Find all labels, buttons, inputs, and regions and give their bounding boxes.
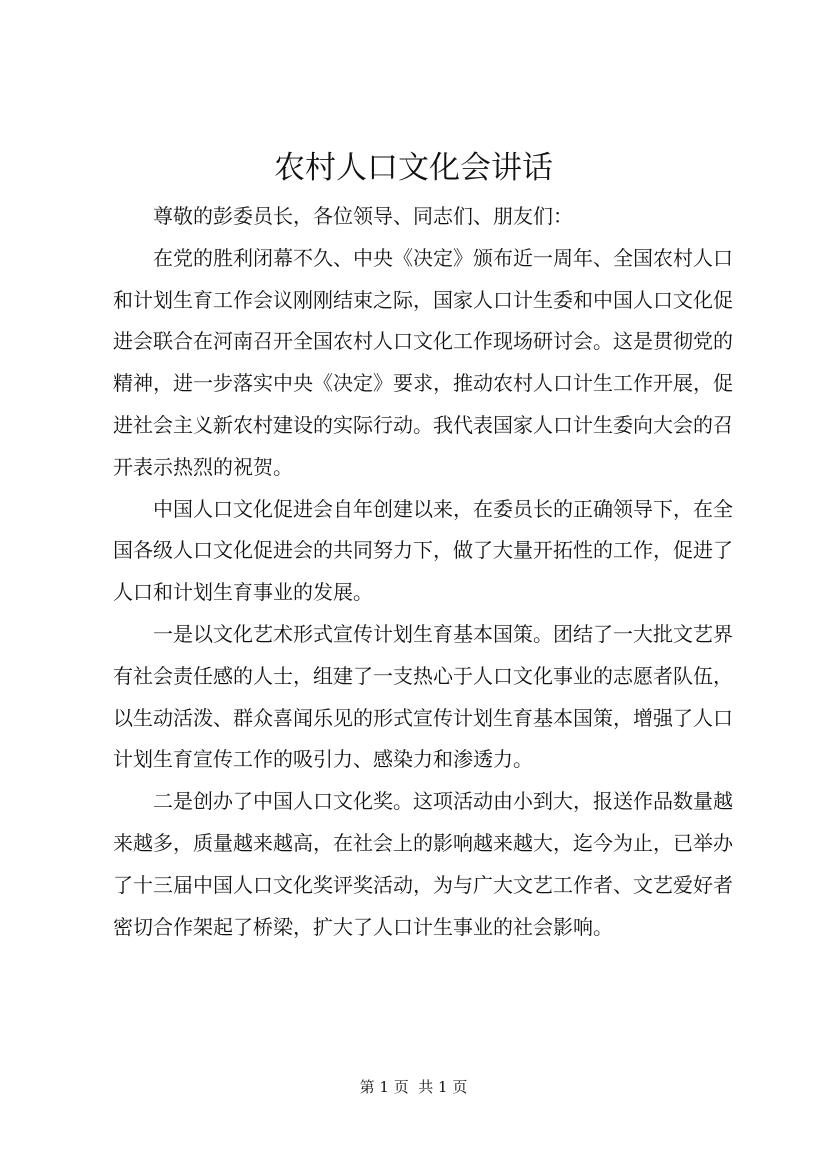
- paragraph-4: 二是创办了中国人口文化奖。这项活动由小到大，报送作品数量越来越多，质量越来越高，在社会上的影响越来越大，迄今为止，已举办了十三届中国人口文化奖评奖活动，为与广大文艺工作者、文艺爱好者密切合作架起了桥梁，扩大了人口计生事业的社会影响。: [113, 789, 733, 939]
- paragraph-salutation: 尊敬的彭委员长，各位领导、同志们、朋友们：: [153, 204, 573, 228]
- page-footer: [0, 1076, 827, 1098]
- document-body: [113, 196, 733, 948]
- page-number-label: 第 1 页 共 1 页: [359, 1078, 468, 1096]
- document-title: 农村人口文化会讲话: [274, 150, 553, 186]
- paragraph-2: 中国人口文化促进会自年创建以来，在委员长的正确领导下，在全国各级人口文化促进会的共同努力下，做了大量开拓性的工作，促进了人口和计划生育事业的发展。: [113, 496, 733, 605]
- paragraph-1: 在党的胜利闭幕不久、中央《决定》颁布近一周年、全国农村人口和计划生育工作会议刚刚结束之际，国家人口计生委和中国人口文化促进会联合在河南召开全国农村人口文化工作现场研讨会。这是贯彻党的精神，进一步落实中央《决定》要求，推动农村人口计生工作开展，促进社会主义新农村建设的实际行动。我代表国家人口计生委向大会的召开表示热烈的祝贺。: [113, 245, 733, 479]
- paragraph-3: 一是以文化艺术形式宣传计划生育基本国策。团结了一大批文艺界有社会责任感的人士，组建了一支热心于人口文化事业的志愿者队伍，以生动活泼、群众喜闻乐见的形式宣传计划生育基本国策，增强了人口计划生育宣传工作的吸引力、感染力和渗透力。: [113, 621, 733, 772]
